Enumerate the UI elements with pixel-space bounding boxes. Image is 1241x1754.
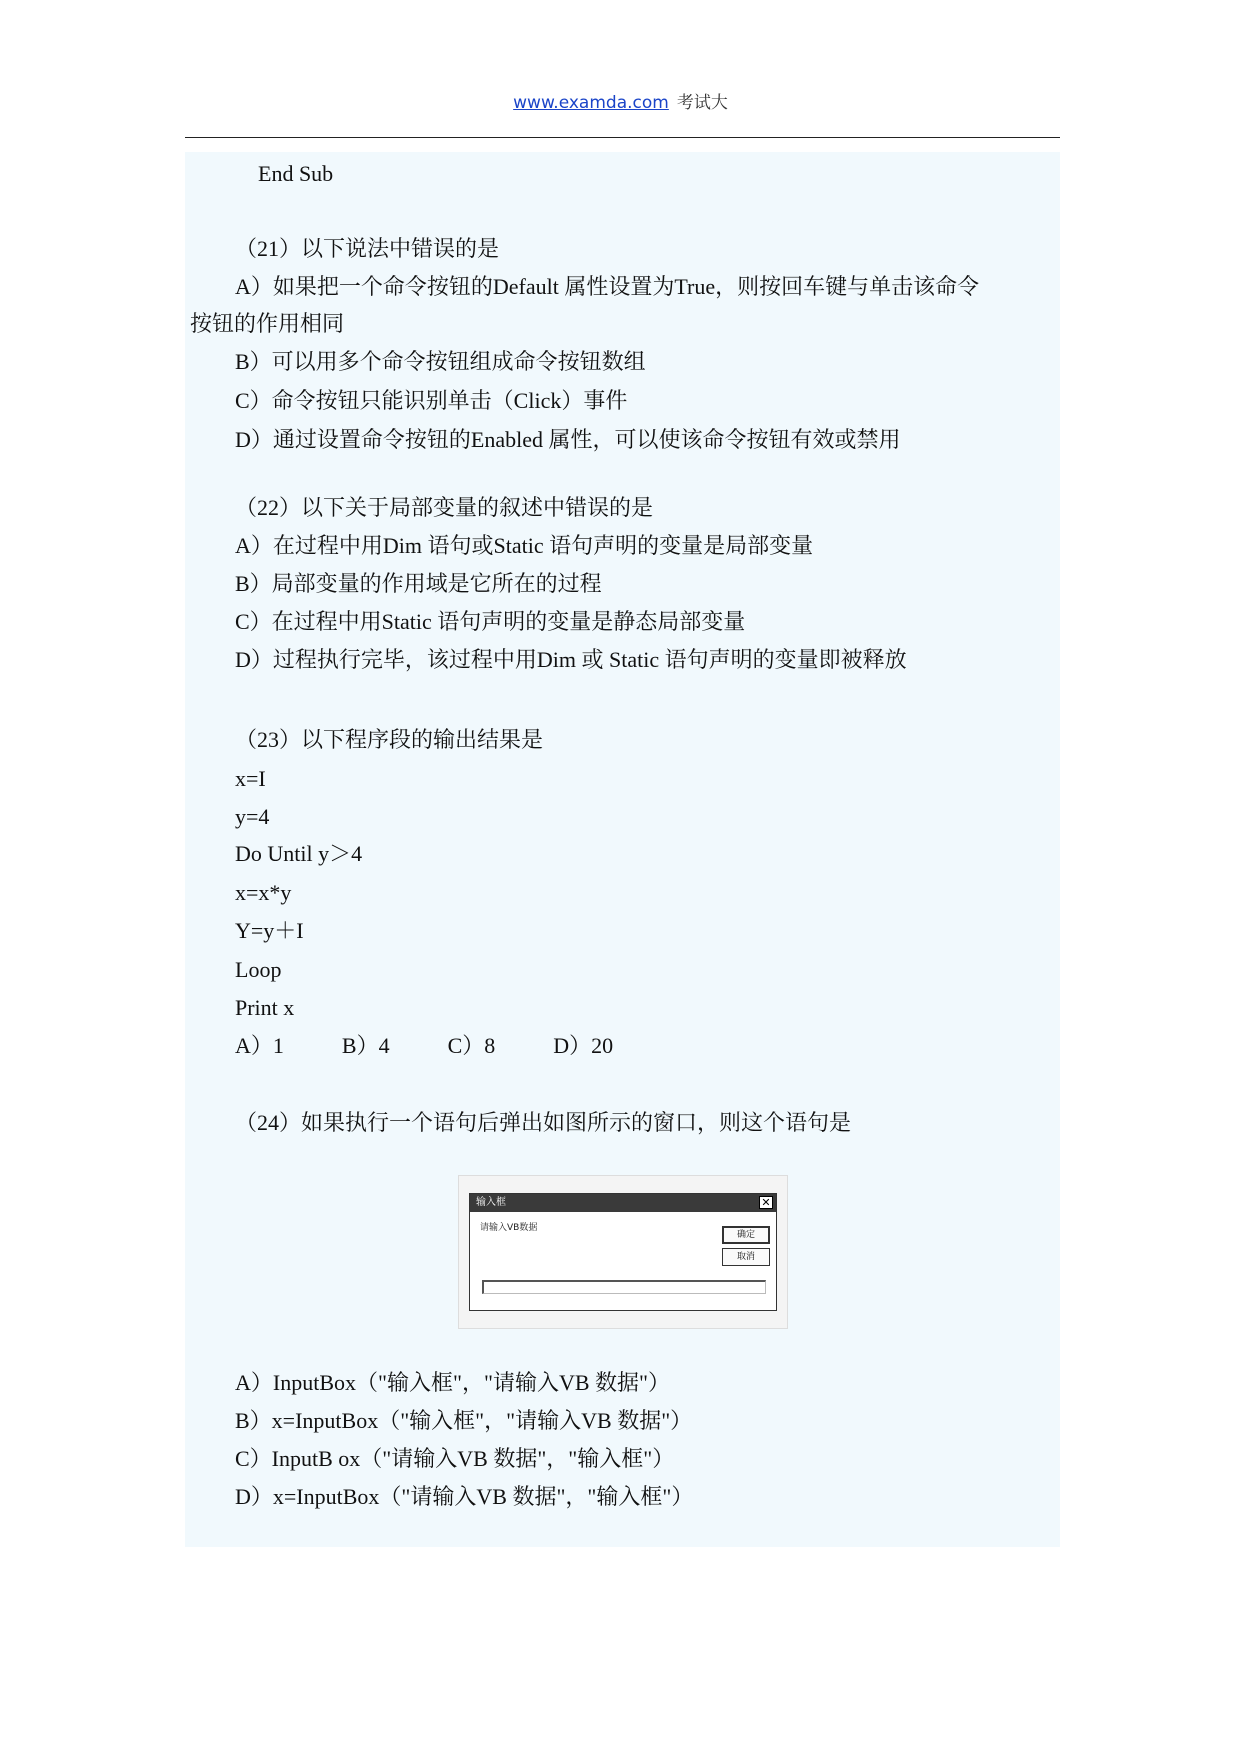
ok-button: 确定 (722, 1226, 770, 1244)
inputbox-text-field (482, 1280, 766, 1294)
q23-option-a: A）1 (235, 1033, 284, 1058)
q23-code-line: x=x*y (235, 880, 292, 905)
inputbox-title: 输入框 (476, 1197, 506, 1208)
q23-option-c: C）8 (447, 1033, 496, 1058)
inputbox-window (469, 1193, 777, 1311)
q23-code-line: x=I (235, 766, 266, 791)
q23-code-line: Do Until y＞4 (235, 841, 363, 866)
q21-option-b: B）可以用多个命令按钮组成命令按钮数组 (235, 349, 646, 374)
q22-stem: （22）以下关于局部变量的叙述中错误的是 (235, 495, 654, 520)
page-header (0, 88, 1241, 113)
q23-option-d: D）20 (553, 1033, 614, 1058)
site-link[interactable]: www.examda.com (513, 93, 669, 113)
inputbox-prompt: 请输入VB数据 (480, 1223, 538, 1233)
q23-code-line: Y=y＋I (235, 918, 304, 943)
q21-option-a-line2: 按钮的作用相同 (190, 311, 345, 336)
q24-option-c: C）InputB ox（"请输入VB 数据"，"输入框"） (235, 1446, 675, 1471)
q21-option-d: D）通过设置命令按钮的Enabled 属性，可以使该命令按钮有效或禁用 (235, 427, 901, 452)
header-divider (185, 137, 1060, 138)
inputbox-figure (458, 1175, 788, 1329)
q23-option-b: B）4 (341, 1033, 390, 1058)
q24-stem: （24）如果执行一个语句后弹出如图所示的窗口，则这个语句是 (235, 1110, 852, 1135)
q23-code-line: Print x (235, 995, 295, 1020)
q23-options (235, 1031, 671, 1061)
end-sub-line: End Sub (258, 161, 334, 186)
q22-option-c: C）在过程中用Static 语句声明的变量是静态局部变量 (235, 609, 746, 634)
cancel-button: 取消 (722, 1248, 770, 1266)
q21-option-c: C）命令按钮只能识别单击（Click）事件 (235, 388, 628, 413)
q21-stem: （21）以下说法中错误的是 (235, 236, 500, 261)
q21-option-a-line1: A）如果把一个命令按钮的Default 属性设置为True，则按回车键与单击该命令 (235, 274, 980, 299)
q24-option-a: A）InputBox（"输入框"，"请输入VB 数据"） (235, 1370, 670, 1395)
q23-code-line: Loop (235, 957, 282, 982)
q24-option-b: B）x=InputBox（"输入框"，"请输入VB 数据"） (235, 1408, 693, 1433)
q23-code-line: y=4 (235, 804, 270, 829)
q22-option-b: B）局部变量的作用域是它所在的过程 (235, 571, 602, 596)
close-icon: ✕ (759, 1196, 773, 1209)
q22-option-d: D）过程执行完毕，该过程中用Dim 或 Static 语句声明的变量即被释放 (235, 647, 907, 672)
q22-option-a: A）在过程中用Dim 语句或Static 语句声明的变量是局部变量 (235, 533, 814, 558)
site-name: 考试大 (676, 93, 728, 113)
inputbox-titlebar (470, 1194, 776, 1212)
q24-option-d: D）x=InputBox（"请输入VB 数据"，"输入框"） (235, 1484, 694, 1509)
q23-stem: （23）以下程序段的输出结果是 (235, 727, 544, 752)
